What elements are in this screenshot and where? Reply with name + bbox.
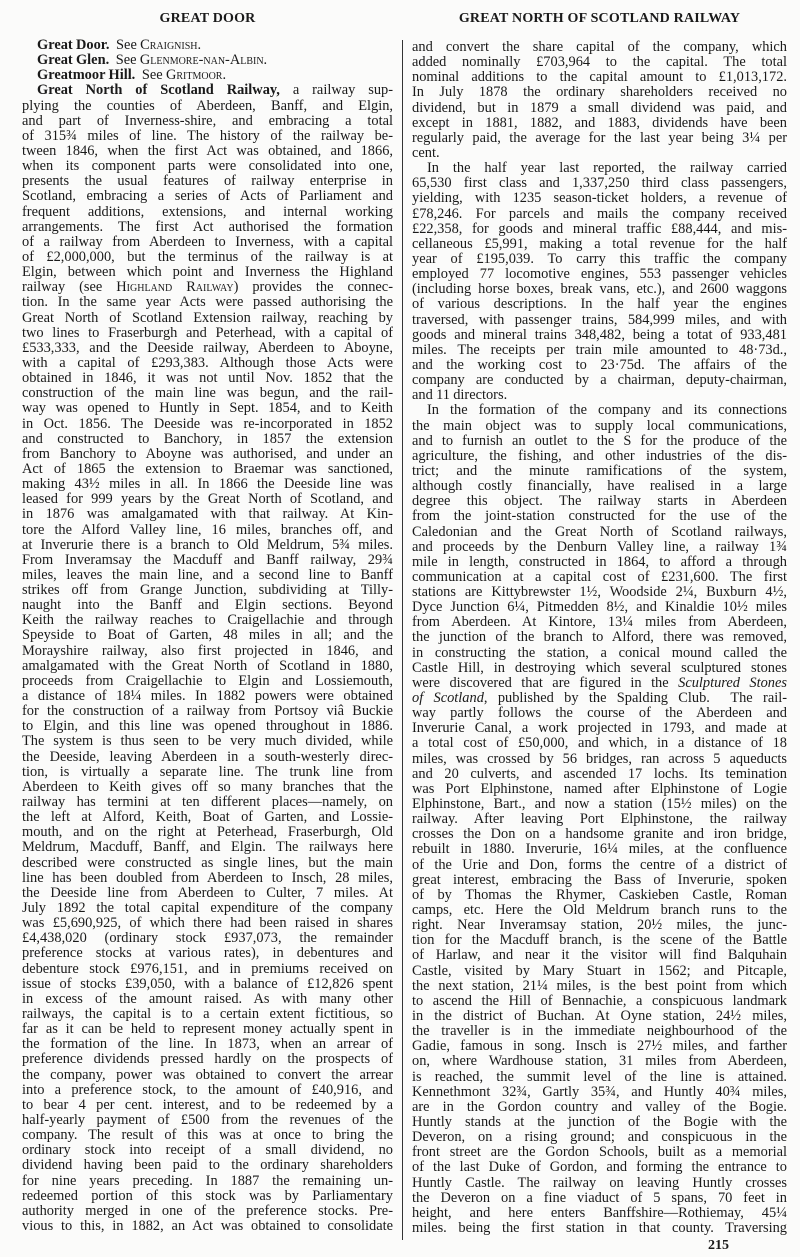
text-line: presents the usual features of railway enterprise in: [22, 174, 393, 190]
text-line: was £5,690,925, of which there had been raised in shares: [22, 916, 393, 932]
text-line: employed 77 locomotive engines, 553 passenger vehicles: [412, 267, 787, 283]
text-line: trict; and the minute ramifications of the system,: [412, 463, 787, 479]
paragraph: [412, 161, 787, 403]
text-line: cent.: [412, 145, 440, 161]
entry-headword: Great Door.: [37, 38, 110, 53]
text-line: and 11 directors.: [412, 388, 508, 404]
text-line: described were constructed as single lines, but the main: [22, 855, 393, 871]
text-line: Castle, visited by Mary Stuart in 1562; and Pitcaple,: [412, 963, 787, 979]
text-line: of by Thomas the Rhymer, Caskieben Castle, Roman: [412, 887, 787, 903]
text-line: is reached, the summit level of the line is attained.: [412, 1069, 787, 1085]
text-line: redeemed portion of this stock was by Parliamentary: [22, 1188, 393, 1204]
text-line: a distance of 18¼ miles. In 1882 powers were obtained: [22, 689, 393, 705]
paragraph: [22, 53, 393, 68]
text-line: and part of Inverness-shire, and embracing a total: [22, 113, 393, 129]
text-line: two lines to Fraserburgh and Peterhead, with a capital of: [22, 325, 393, 341]
paragraph: [412, 40, 787, 161]
text-line: and constructed to Banchory, in 1857 the extension: [22, 431, 393, 447]
text-line: Morayshire railway, also first projected in 1846, and: [22, 643, 393, 659]
text-line: of the Urie and Don, forms the centre of a district of: [412, 857, 787, 873]
text-line: Kennethmont 32¾, Gartly 35¾, and Huntly 40¾ miles,: [412, 1084, 787, 1100]
text-line: amalgamated with the Great North of Scotland in 1880,: [22, 658, 393, 674]
text-line: Meldrum, Macduff, Banff, and Elgin. The railways here: [22, 840, 393, 856]
text-line: tore the Alford Valley line, 16 miles, branches off, and: [22, 522, 393, 538]
text-line: leased for 999 years by the Great North of Scotland, and: [22, 492, 393, 508]
text-line: in excess of the amount raised. As with many other: [22, 991, 393, 1007]
text-line: line has been doubled from Aberdeen to Insch, 28 miles,: [22, 870, 393, 886]
text-line: [412, 676, 787, 691]
text-run: See: [109, 38, 141, 53]
text-line: and 20 culverts, and ascended 17 lochs. Its temination: [412, 766, 787, 782]
text-line: rebuilt in 1880. Inverurie, 16¼ miles, at the confluence: [412, 842, 787, 858]
text-line: and to furnish an outlet to the S for the produce of the: [412, 433, 787, 449]
text-line: the Deeside line from Aberdeen to Culter, 7 miles. At: [22, 885, 393, 901]
running-head-right: GREAT NORTH OF SCOTLAND RAILWAY: [458, 11, 741, 26]
cross-reference: Gritmoor.: [165, 68, 227, 84]
text-line: strikes off from Grange Junction, subdividing at Tilly-: [22, 583, 393, 599]
text-line: far as it can be held to represent money actually spent in: [22, 1022, 393, 1038]
text-line: the junction of the branch to Alford, there was removed,: [412, 630, 787, 646]
text-run: See: [135, 68, 166, 84]
text-line: frequent additions, extensions, and internal working: [22, 204, 393, 220]
text-line: proceeds from Craigellachie to Elgin and Lossiemouth,: [22, 673, 393, 689]
text-line: of £2,000,000, but the terminus of the railway is at: [22, 249, 393, 265]
text-line: railway. After leaving Port Elphinstone, the railway: [412, 812, 787, 828]
text-line: traversed, with passenger trains, 584,999 miles, and with: [412, 312, 787, 328]
text-line: Castle Hill, in destroying which several sculptured stones: [412, 660, 787, 676]
text-line: miles. The receipts per train mile amounted to 48·73d.,: [412, 342, 787, 358]
text-line: way partly follows the course of the Aberdeen and: [412, 706, 787, 722]
text-line: £4,438,020 (ordinary stock £937,073, the remainder: [22, 931, 393, 947]
text-line: Gadie, famous in song. Insch is 27½ miles, and farther: [412, 1039, 787, 1055]
text-line: Act of 1865 the extension to Braemar was sanctioned,: [22, 461, 393, 477]
text-line: nominal additions to the capital amount to £1,013,172.: [412, 70, 787, 86]
entry-headword: Great North of Scotland Railway,: [37, 83, 280, 99]
text-line: added nominally £703,964 to the capital. The total: [412, 55, 787, 71]
text-line: miles, leaves the main line, and a second line to Banff: [22, 567, 393, 583]
text-run: See: [109, 53, 140, 69]
right-column: [412, 40, 787, 1236]
text-line: the main object was to supply local communications,: [412, 418, 787, 434]
text-line: tion for the Macduff branch, is the scene of the Battle: [412, 933, 787, 949]
text-line: front street are the Gordon Schools, built as a memorial: [412, 1145, 787, 1161]
text-line: [22, 280, 393, 295]
paragraph: [22, 83, 393, 1234]
text-line: issue of stocks £39,050, with a balance of £12,826 spent: [22, 976, 393, 992]
text-line: (including horse boxes, break vans, etc.), and 2600 waggons: [412, 282, 787, 298]
text-line: obtained in 1846, it was not until Nov. 1852 that the: [22, 371, 393, 387]
text-line: In the half year last reported, the railway carried: [427, 161, 787, 177]
text-line: miles. being the first station in that county. Traversing: [412, 1220, 787, 1236]
text-line: in 1876 was amalgamated with that railway. At Kin-: [22, 507, 393, 523]
text-line: £78,246. For parcels and mails the company received: [412, 206, 787, 222]
text-line: in constructing the station, a conical mound called the: [412, 645, 787, 661]
text-line: cellaneous £5,991, making a total revenue for the half: [412, 236, 787, 252]
text-line: Inverurie Canal, a work projected in 1793, and made at: [412, 721, 787, 737]
text-line: the Deeside, leaving Aberdeen in a south-westerly direc-: [22, 749, 393, 765]
cross-reference: Glenmore-nan-Albin.: [139, 53, 268, 69]
text-line: of Harlaw, and near it the visitor will find Balquhain: [412, 948, 787, 964]
text-line: mile in length, constructed in 1864, to afford a through: [412, 554, 787, 570]
text-line: Deveron, on a rising ground; and conspicuous in the: [412, 1130, 787, 1146]
text-line: of various descriptions. In the half year the engines: [412, 297, 787, 313]
text-line: In July 1878 the ordinary shareholders received no: [412, 85, 787, 101]
text-line: in Oct. 1856. The Deeside was re-incorporated in 1852: [22, 416, 393, 432]
text-line: vious to this, in 1882, an Act was obtained to consolidate: [22, 1218, 393, 1234]
text-line: right. Near Inveramsay station, 20½ miles, the junc-: [412, 918, 787, 934]
text-line: except in 1881, 1882, and 1883, dividends have been: [412, 115, 787, 131]
text-line: agriculture, the fishing, and other industries of the dis-: [412, 448, 787, 464]
text-line: 65,530 first class and 1,337,250 third class passengers,: [412, 176, 787, 192]
entry-headword: Greatmoor Hill.: [37, 68, 136, 84]
paragraph: [412, 403, 787, 1236]
running-head-left: GREAT DOOR: [159, 11, 256, 26]
paragraph: [22, 68, 393, 83]
text-line: tion. In the same year Acts were passed authorising the: [22, 295, 393, 311]
text-line: In the formation of the company and its connections: [427, 403, 787, 419]
text-line: July 1892 the total capital expenditure of the company: [22, 901, 393, 917]
text-line: to bear 4 per cent. interest, and to be redeemed by a: [22, 1097, 393, 1113]
text-line: railway has termini at ten different places—namely, on: [22, 795, 393, 811]
text-line: From Inveramsay the Macduff and Banff railway, 29¾: [22, 552, 393, 568]
text-line: £533,333, and the Deeside railway, Aberdeen to Aboyne,: [22, 340, 393, 356]
cross-reference: Craignish.: [140, 38, 202, 53]
text-line: dividend, but in 1879 a small dividend was paid, and: [412, 100, 787, 116]
text-line: making 43½ miles in all. In 1866 the Deeside line was: [22, 477, 393, 493]
text-line: regularly paid, the average for the last year being 3¼ per: [412, 130, 787, 146]
text-line: at Inverurie there is a branch to Old Meldrum, 5¾ miles.: [22, 537, 393, 553]
text-line: stations are Kittybrewster 1½, Woodside 2¼, Buxburn 4½,: [412, 585, 787, 601]
text-line: Caledonian and the Great North of Scotland railways,: [412, 524, 787, 540]
text-line: of the last Duke of Gordon, and forming the entrance to: [412, 1160, 787, 1176]
text-line: of a railway from Aberdeen to Inverness, with a capital: [22, 234, 393, 250]
text-line: goods and mineral trains 348,482, being a totat of 933,481: [412, 327, 787, 343]
entry-headword: Great Glen.: [37, 53, 110, 69]
text-line: in the district of Buchan. At Oyne station, 24½ miles,: [412, 1009, 787, 1024]
text-line: The system is thus seen to be very much divided, while: [22, 734, 393, 750]
left-column: [22, 38, 393, 1234]
text-line: ordinary stock into receipt of a small dividend, no: [22, 1143, 393, 1159]
text-line: preference dividends pressed hardly on the prospects of: [22, 1052, 393, 1068]
text-line: miles, was crossed by 56 bridges, ran across 5 aqueducts: [412, 751, 787, 767]
text-line: into a preference stock, to the amount of £40,916, and: [22, 1082, 393, 1098]
text-line: Scotland, embracing a series of Acts of Parliament and: [22, 189, 393, 205]
text-line: [22, 68, 393, 83]
text-line: degree this object. The railway starts in Aberdeen: [412, 494, 787, 510]
italic-title: of Scotland: [412, 691, 484, 707]
text-line: and the working cost to 23·75d. The affairs of the: [412, 357, 787, 373]
page-number: 215: [708, 1238, 729, 1253]
text-line: camps, etc. Here the Old Meldrum branch runs to the: [412, 903, 787, 919]
text-line: Huntly stands at the junction of the Bogie with the: [412, 1114, 787, 1130]
text-line: £22,358, for goods and mineral traffic £88,444, and mis-: [412, 221, 787, 237]
text-line: from the joint-station constructed for the use of the: [412, 509, 787, 525]
text-line: Elgin, between which point and Inverness the Highland: [22, 265, 393, 281]
text-line: railways, the capital is to a certain extent fictitious, so: [22, 1007, 393, 1022]
text-run: ) provides the connec-: [233, 280, 393, 296]
text-line: from Aberdeen. At Kintore, 13¼ miles from Aberdeen,: [412, 615, 787, 631]
text-line: great interest, embracing the Bass of Inverurie, spoken: [412, 872, 787, 888]
text-line: half-yearly payment of £500 from the revenues of the: [22, 1112, 393, 1128]
text-line: company are conducted by a chairman, deputy-chairman,: [412, 373, 787, 389]
text-line: crosses the Don on a handsome granite and iron bridge,: [412, 827, 787, 843]
cross-reference: Highland Railway: [116, 280, 234, 296]
text-line: authority merged in one of the preference stocks. Pre-: [22, 1203, 393, 1219]
text-line: on, where Wardhouse station, 31 miles from Aberdeen,: [412, 1054, 787, 1070]
text-line: and proceeds by the Denburn Valley line, a railway 1¾: [412, 539, 787, 555]
text-line: Aberdeen to Keith gives off so many branches that the: [22, 779, 393, 795]
text-line: [22, 53, 393, 68]
text-run: a railway sup-: [279, 83, 393, 99]
text-line: for nine years preceding. In 1887 the remaining un-: [22, 1173, 393, 1189]
text-line: [412, 691, 787, 706]
text-line: debenture stock £976,151, and in premiums received on: [22, 961, 393, 977]
text-line: the Deveron on a fine viaduct of 5 spans, 70 feet in: [412, 1190, 787, 1206]
text-line: of 315¾ miles of line. The history of the railway be-: [22, 128, 393, 144]
text-run: , published by the Spalding Club. The rail-: [483, 691, 787, 707]
text-run: railway (see: [22, 280, 117, 296]
text-line: from Banchory to Aboyne was authorised, and under an: [22, 446, 393, 462]
text-line: although costly financially, have realised in a large: [412, 479, 787, 495]
text-line: company. The result of this was at once to bring the: [22, 1128, 393, 1144]
text-line: to ascend the Hill of Bennachie, a conspicuous landmark: [412, 993, 787, 1009]
text-line: dividend having been paid to the ordinary shareholders: [22, 1158, 393, 1174]
text-line: Great North of Scotland Extension railway, reaching by: [22, 310, 393, 326]
text-line: the company, power was obtained to convert the arrear: [22, 1067, 393, 1083]
text-line: tion, is virtually a separate line. The trunk line from: [22, 764, 393, 780]
text-line: the left at Alford, Keith, Boat of Garten, and Lossie-: [22, 810, 393, 826]
text-line: Huntly Castle. The railway on leaving Huntly crosses: [412, 1175, 787, 1191]
paragraph: [22, 38, 393, 53]
text-line: when its component parts were consolidated into one,: [22, 159, 393, 175]
text-line: year of £195,039. To carry this traffic the company: [412, 251, 787, 267]
text-line: for the construction of a railway from Portsoy viâ Buckie: [22, 704, 393, 720]
text-line: Dyce Junction 6¼, Pitmedden 8½, and Kinaldie 10½ miles: [412, 600, 787, 616]
text-line: height, and here enters Banffshire—Rothiemay, 45¼: [412, 1205, 787, 1221]
text-line: way was opened to Huntly in Sept. 1854, and to Keith: [22, 401, 393, 417]
text-line: Elphinstone, Bart., and now a station (15½ miles) on the: [412, 797, 787, 813]
text-line: construction of the main line was begun, and the rail-: [22, 386, 393, 402]
text-line: are in the Gordon country and valley of the Bogie.: [412, 1099, 787, 1115]
text-line: a total cost of £50,000, and which, in a distance of 18: [412, 736, 787, 752]
italic-title: Sculptured Stones: [678, 675, 787, 691]
text-line: [22, 38, 393, 53]
text-line: and convert the share capital of the company, which: [412, 40, 787, 55]
text-line: the formation of the line. In 1873, when an arrear of: [22, 1037, 393, 1053]
text-line: with a capital of £293,383. Although those Acts were: [22, 355, 393, 371]
text-line: [22, 83, 393, 98]
text-line: the next station, 21¼ miles, is the best point from which: [412, 978, 787, 994]
column-divider: [402, 40, 403, 1240]
text-line: was Port Elphinstone, named after Elphinstone of Logie: [412, 781, 787, 797]
text-line: tween 1846, when the first Act was obtained, and 1866,: [22, 143, 393, 159]
text-line: preference stocks at various rates), in debentures and: [22, 946, 393, 962]
text-line: Speyside to Boat of Garten, 48 miles in all; and the: [22, 628, 393, 644]
text-line: yielding, with 1235 season-ticket holders, a revenue of: [412, 191, 787, 207]
text-line: to Elgin, and this line was opened throughout in 1886.: [22, 719, 393, 735]
text-run: were discovered that are figured in the: [412, 675, 679, 691]
text-line: the traveller is in the immediate neighbourhood of the: [412, 1024, 787, 1040]
text-line: communication at a capital cost of £231,600. The first: [412, 569, 787, 585]
text-line: Keith the railway reaches to Craigellachie and through: [22, 613, 393, 629]
text-line: mouth, and on the right at Peterhead, Fraserburgh, Old: [22, 825, 393, 841]
text-line: naught into the Banff and Elgin sections. Beyond: [22, 598, 393, 614]
text-line: plying the counties of Aberdeen, Banff, and Elgin,: [22, 98, 393, 114]
text-line: arrangements. The first Act authorised the formation: [22, 219, 393, 235]
